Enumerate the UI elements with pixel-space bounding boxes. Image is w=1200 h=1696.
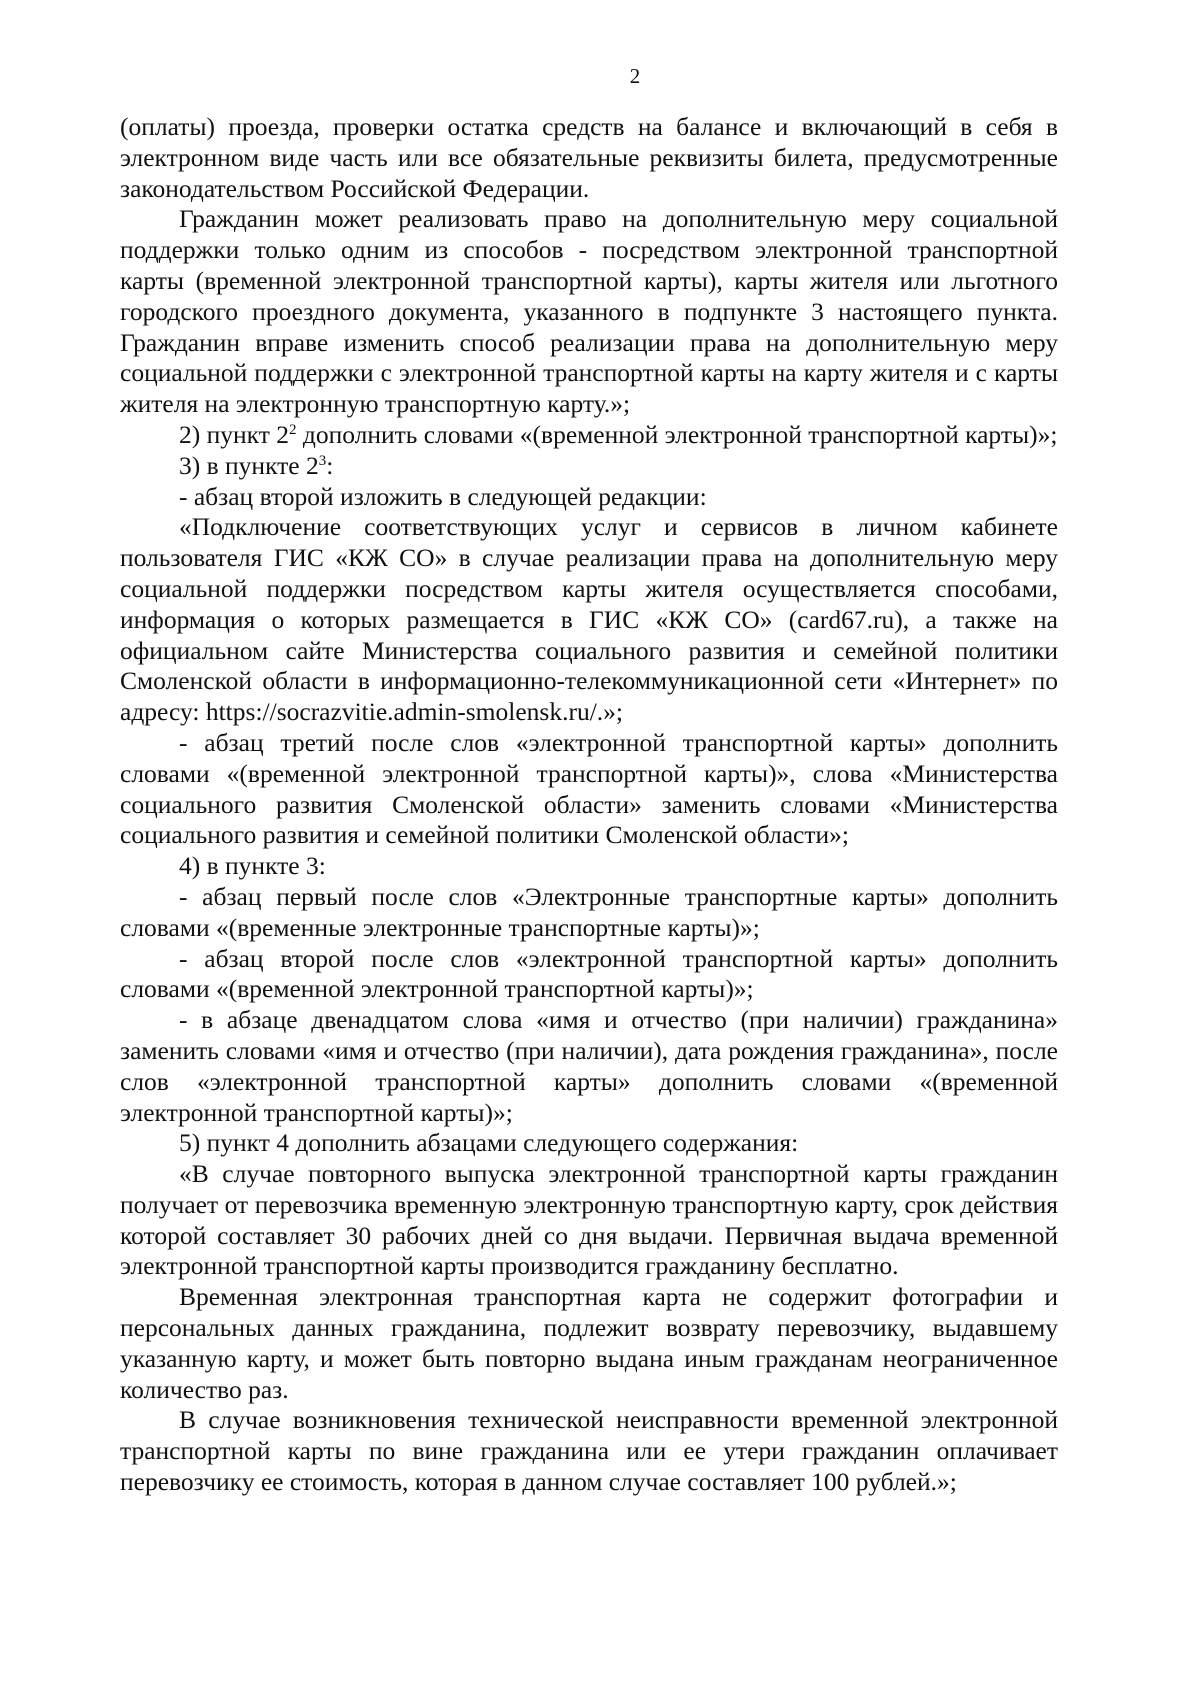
paragraph-item-3: 3) в пункте $2^3$: — [179, 450, 334, 480]
paragraph-fare-payment-continuation: (оплаты) проезда, проверки остатка средств на балансе и включающий в себя в электронном виде часть или все обязательные реквизиты билета, предусмотренные законодательством Российской Федерации. — [120, 112, 1058, 203]
paragraph-item-3-third-abzac: - абзац третий после слов «электронной транспортной карты» дополнить словами «(временной электронной транспортной карты)», слова «Министерства социального развития Смоленской области» заменить словами «Министерства социального развития и семейной политики Смоленской области»; — [120, 727, 1058, 850]
paragraph-item-5: 5) пункт 4 дополнить абзацами следующего содержания: — [179, 1128, 799, 1158]
superscript: 2 — [288, 421, 297, 438]
paragraph-item-3-second-abzac: - абзац второй изложить в следующей редакции: — [179, 481, 707, 511]
paragraph-item-2: 2) пункт $2^2$ дополнить словами «(временной электронной транспортной карты)»; — [179, 419, 1058, 449]
paragraph-item-4: 4) в пункте 3: — [179, 851, 326, 881]
paragraph-item-4-first-abzac: - абзац первый после слов «Электронные транспортные карты» дополнить словами «(временные электронные транспортные карты)»; — [120, 881, 1058, 942]
superscript: 3 — [318, 452, 327, 469]
page-number: 2 — [629, 64, 641, 88]
paragraph-quoted-connection: «Подключение соответствующих услуг и сервисов в личном кабинете пользователя ГИС «КЖ СО» в случае реализации права на дополнительную меру социальной поддержки посредством карты жителя осуществляется способами, информация о которых размещается в ГИС «КЖ СО» (card67.ru), а также на официальном сайте Министерства социального развития и семейной политики Смоленской области в информационно-телекоммуникационной сети «Интернет» по адресу: https://socrazvitie.admin-smolensk.ru/.»; — [120, 512, 1058, 727]
paragraph-citizen-right: Гражданин может реализовать право на дополнительную меру социальной поддержки только одним из способов - посредством электронной транспортной карты (временной электронной транспортной карты), карты жителя или льготного городского проездного документа, указанного в подпункте 3 настоящего пункта. Гражданин вправе изменить способ реализации права на дополнительную меру социальной поддержки с электронной транспортной карты на карту жителя и с карты жителя на электронную транспортную карту.»; — [120, 204, 1058, 419]
paragraph-item-4-twelfth-abzac: - в абзаце двенадцатом слова «имя и отчество (при наличии) гражданина» заменить словами «имя и отчество (при наличии), дата рождения гражданина», после слов «электронной транспортной карты» дополнить словами «(временной электронной транспортной карты)»; — [120, 1005, 1058, 1127]
paragraph-item-4-second-abzac: - абзац второй после слов «электронной транспортной карты» дополнить словами «(временной электронной транспортной карты)»; — [120, 943, 1058, 1004]
document-body — [120, 112, 1058, 1498]
paragraph-temporary-card: Временная электронная транспортная карта не содержит фотографии и персональных данных гражданина, подлежит возврату перевозчику, выдавшему указанную карту, и может быть повторно выдана иным гражданам неограниченное количество раз. — [120, 1282, 1058, 1404]
paragraph-malfunction: В случае возникновения технической неисправности временной электронной транспортной карты по вине гражданина или ее утери гражданин оплачивает перевозчику ее стоимость, которая в данном случае составляет 100 рублей.»; — [120, 1405, 1058, 1497]
paragraph-reissue: «В случае повторного выпуска электронной транспортной карты гражданин получает от перевозчика временную электронную транспортную карту, срок действия которой составляет 30 рабочих дней со дня выдачи. Первичная выдача временной электронной транспортной карты производится гражданину бесплатно. — [120, 1159, 1058, 1281]
